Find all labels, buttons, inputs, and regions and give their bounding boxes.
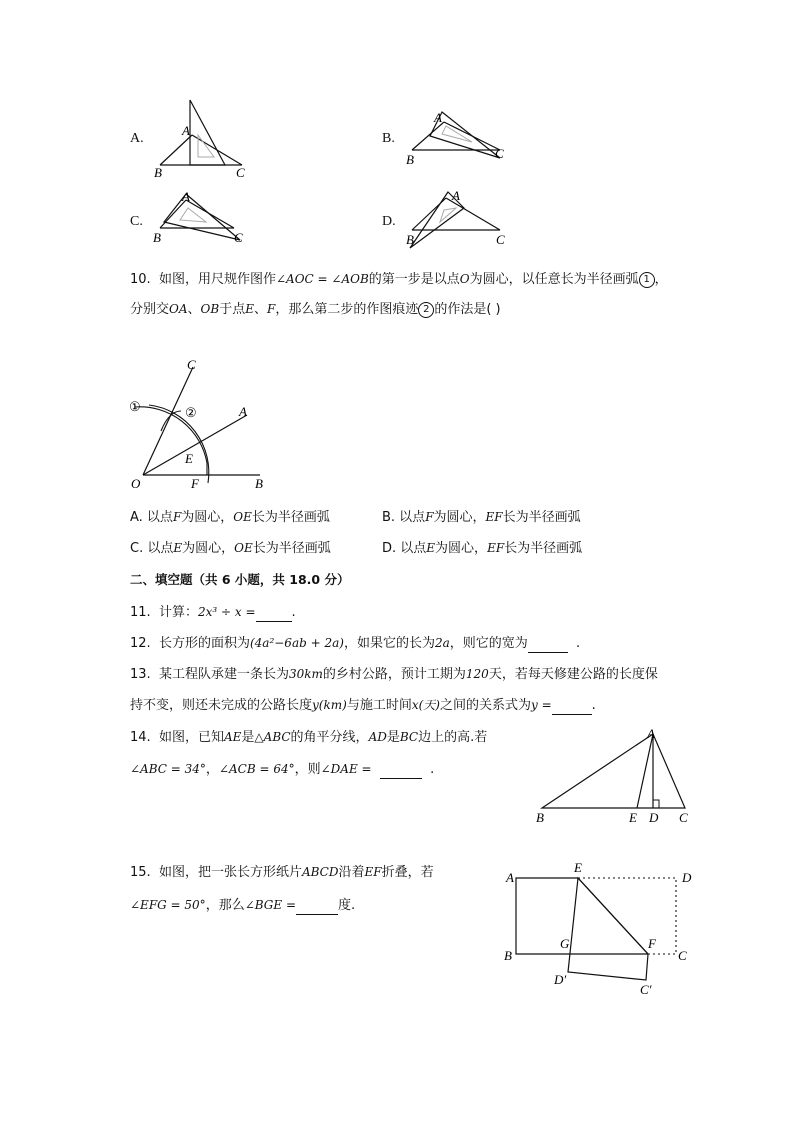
q13-line2: 持不变，则还未完成的公路长度y(km)与施工时间x(天)之间的关系式为y = . <box>130 698 596 713</box>
fig-c-pt-b: B <box>153 230 161 245</box>
option-c-label: C. <box>130 214 143 229</box>
q10-option-c: C. 以点E为圆心，OE长为半径画弧 <box>130 541 331 556</box>
q15-pt-a: A <box>506 870 514 885</box>
fig-a-pt-a: A <box>182 123 190 138</box>
q14-pt-e: E <box>629 810 637 825</box>
q10-angle-expr: ∠AOC = ∠AOB <box>275 272 369 286</box>
q10-pt-c: C <box>187 357 196 372</box>
q15-line1: 15. 如图，把一张长方形纸片ABCD沿着EF折叠，若 <box>130 865 434 880</box>
q10-line1: 10. 如图，用尺规作图作∠AOC = ∠AOB的第一步是以点O为圆心，以任意长为半径画弧 1 ， <box>130 272 668 287</box>
q15-pt-d-prime: D′ <box>554 972 567 987</box>
fig-d-pt-a: A <box>452 188 460 203</box>
option-a-figure <box>150 95 260 185</box>
fig-b-pt-c: C <box>495 146 504 161</box>
q15-pt-g: G <box>560 936 570 951</box>
q14-blank <box>380 764 422 779</box>
q13-line1: 13. 某工程队承建一条长为30km的乡村公路，预计工期为120天，若每天修建公路的长度保 <box>130 667 658 682</box>
q15-pt-c-prime: C′ <box>640 982 652 997</box>
q10-pt-o: O <box>131 476 141 491</box>
q10-pt-b: B <box>255 476 263 491</box>
q10-pt-a: A <box>239 404 247 419</box>
q15-pt-b: B <box>504 948 512 963</box>
circle-1-marker: 1 <box>639 272 655 288</box>
option-a-label: A. <box>130 131 144 146</box>
q15-pt-e: E <box>574 860 582 875</box>
q15-line2: ∠EFG = 50°，那么∠BGE = 度. <box>130 898 356 913</box>
q13-blank <box>552 700 592 715</box>
option-c-figure <box>150 188 250 248</box>
q15-pt-d: D <box>682 870 692 885</box>
fig-d-pt-c: C <box>496 232 505 247</box>
q10-line2: 分别交OA、OB于点E、F，那么第二步的作图痕迹 2 的作法是( ) <box>130 302 501 317</box>
option-d-figure <box>402 188 522 252</box>
q11: 11. 计算：2x³ ÷ x = . <box>130 605 296 620</box>
option-d-label: D. <box>382 214 396 229</box>
q14-line2: ∠ABC = 34°，∠ACB = 64°，则∠DAE = . <box>130 762 435 777</box>
fig-b-pt-b: B <box>406 152 414 167</box>
q10-option-a: A. 以点F为圆心，OE长为半径画弧 <box>130 510 330 525</box>
q15-blank <box>296 900 338 915</box>
q10-pt-f: F <box>191 476 199 491</box>
section-title: 二、填空题（共 6 小题，共 18.0 分） <box>130 572 350 587</box>
q14-pt-d: D <box>649 810 659 825</box>
q15-pt-c: C <box>678 948 687 963</box>
q14-pt-a: A <box>647 726 655 741</box>
q15-pt-f: F <box>648 936 656 951</box>
q12: 12. 长方形的面积为(4a²−6ab + 2a)，如果它的长为2a，则它的宽为 . <box>130 636 581 651</box>
fig-a-pt-b: B <box>154 165 162 180</box>
q14-pt-b: B <box>536 810 544 825</box>
q10-option-b: B. 以点F为圆心，EF长为半径画弧 <box>382 510 581 525</box>
fig-d-pt-b: B <box>406 232 414 247</box>
fig-c-pt-a: A <box>182 189 190 204</box>
q14-pt-c: C <box>679 810 688 825</box>
option-b-figure <box>402 108 522 170</box>
q11-blank <box>256 607 292 622</box>
q10-arc1-label: ① <box>129 399 141 414</box>
fig-a-pt-c: C <box>236 165 245 180</box>
fig-c-pt-c: C <box>234 230 243 245</box>
option-b-label: B. <box>382 131 395 146</box>
q10-option-d: D. 以点E为圆心，EF长为半径画弧 <box>382 541 583 556</box>
q10-figure <box>125 355 275 495</box>
q10-number: 10. <box>130 272 151 287</box>
q14-line1: 14. 如图，已知AE是△ABC的角平分线，AD是BC边上的高.若 <box>130 730 488 745</box>
circle-2-marker: 2 <box>418 302 434 318</box>
q10-arc2-label: ② <box>185 405 197 420</box>
q10-pt-e: E <box>185 451 193 466</box>
q14-figure <box>530 724 700 828</box>
q15-figure <box>498 858 708 998</box>
fig-b-pt-a: A <box>434 110 442 125</box>
q12-blank <box>528 638 568 653</box>
